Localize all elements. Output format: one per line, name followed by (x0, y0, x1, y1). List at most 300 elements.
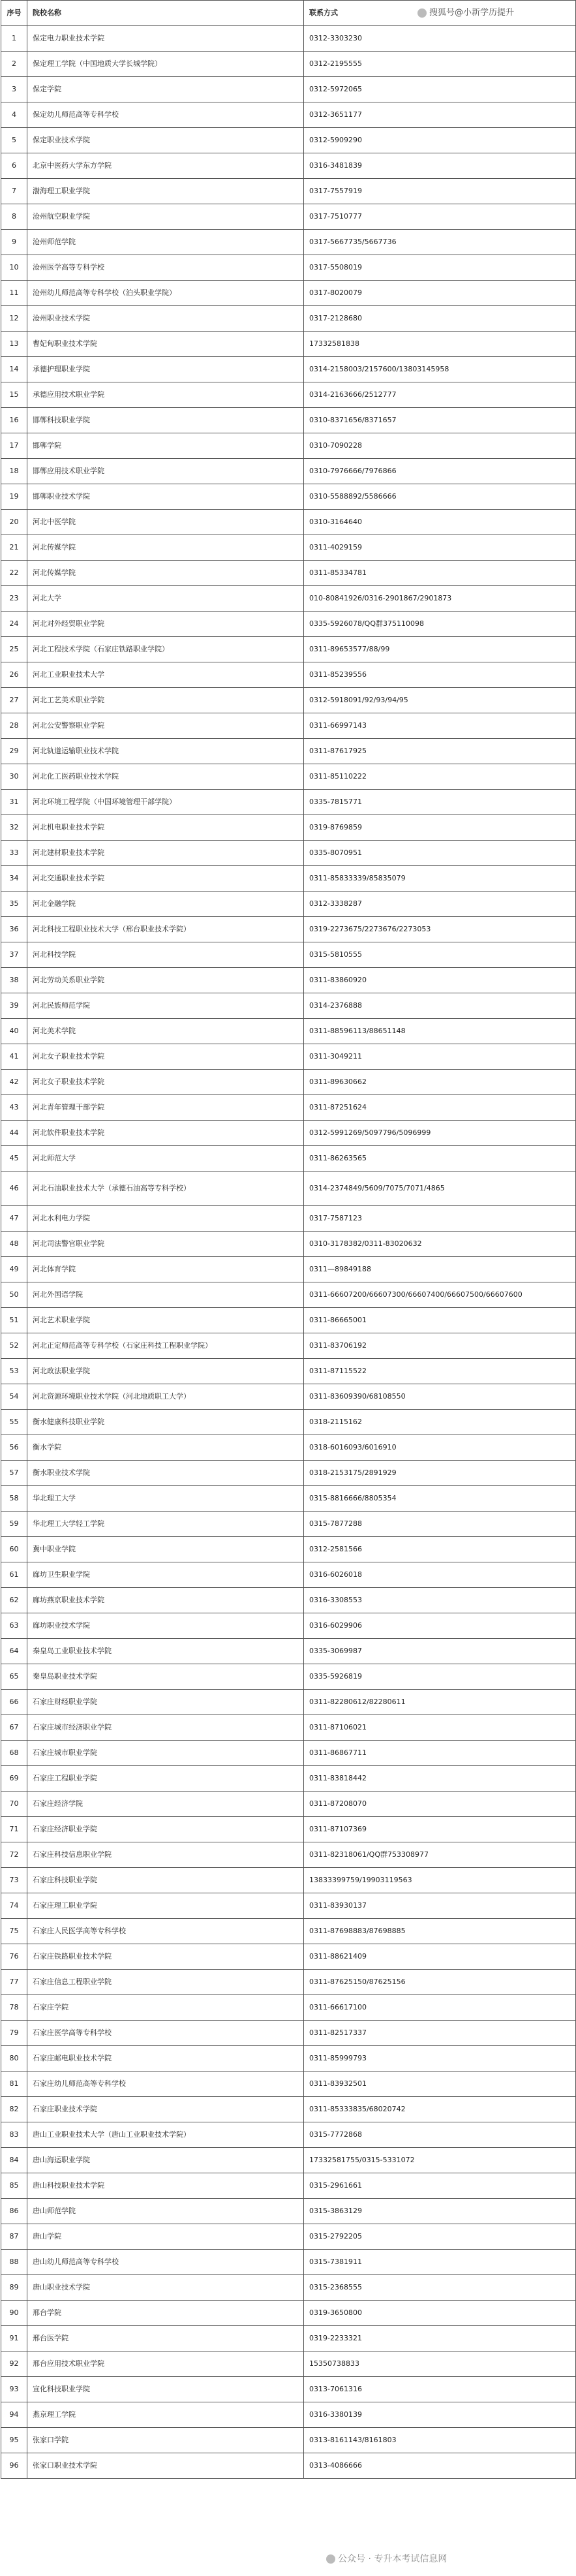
row-index: 49 (1, 1257, 27, 1282)
row-phone: 0316-6029906 (304, 1613, 576, 1639)
row-college-name: 张家口学院 (27, 2428, 304, 2453)
table-row (1, 535, 576, 561)
row-phone: 0311-89653577/88/99 (304, 637, 576, 662)
table-row (1, 688, 576, 713)
row-college-name: 承德应用技术职业学院 (27, 382, 304, 408)
table-row (1, 2402, 576, 2428)
row-phone: 0318-2153175/2891929 (304, 1461, 576, 1486)
row-index: 28 (1, 713, 27, 739)
row-phone: 0311-66607200/66607300/66607400/66607500/66607600 (304, 1282, 576, 1308)
row-index: 11 (1, 281, 27, 306)
table-row (1, 255, 576, 281)
row-phone: 0335-3069987 (304, 1639, 576, 1664)
row-phone: 0311-82318061/QQ群753308977 (304, 1842, 576, 1868)
watermark-top-text: 搜狐号@小新学历提升 (429, 8, 515, 18)
row-index: 82 (1, 2097, 27, 2122)
row-phone: 0315-5810555 (304, 942, 576, 968)
row-college-name: 河北女子职业技术学院 (27, 1044, 304, 1070)
row-phone: 0335-7815771 (304, 790, 576, 815)
row-phone: 0317-5667735/5667736 (304, 230, 576, 255)
row-index: 2 (1, 52, 27, 77)
row-index: 83 (1, 2122, 27, 2148)
row-phone: 0311-66617100 (304, 1995, 576, 2021)
table-row (1, 510, 576, 535)
table-row (1, 408, 576, 433)
row-college-name: 保定电力职业技术学院 (27, 26, 304, 52)
row-phone: 0311-87106021 (304, 1715, 576, 1741)
table-row (1, 1715, 576, 1741)
row-college-name: 石家庄幼儿师范高等专科学校 (27, 2072, 304, 2097)
header-phone: 联系方式 (304, 1, 576, 26)
row-college-name: 河北外国语学院 (27, 1282, 304, 1308)
table-row (1, 1690, 576, 1715)
row-phone: 0311-86867711 (304, 1741, 576, 1766)
table-row (1, 790, 576, 815)
table-row (1, 1461, 576, 1486)
row-college-name: 河北科技工程职业技术大学（邢台职业技术学院） (27, 917, 304, 942)
watermark-bottom (326, 2552, 447, 2565)
row-phone: 0311-3049211 (304, 1044, 576, 1070)
row-college-name: 邢台学院 (27, 2301, 304, 2326)
row-college-name: 保定职业技术学院 (27, 128, 304, 153)
table-row (1, 1410, 576, 1435)
row-phone: 0314-2158003/2157600/13803145958 (304, 357, 576, 382)
row-college-name: 廊坊卫生职业学院 (27, 1562, 304, 1588)
row-index: 23 (1, 586, 27, 612)
row-college-name: 河北青年管理干部学院 (27, 1095, 304, 1121)
row-phone: 0312-3303230 (304, 26, 576, 52)
row-college-name: 唐山工业职业技术大学（唐山工业职业技术学院） (27, 2122, 304, 2148)
table-row (1, 2428, 576, 2453)
row-index: 81 (1, 2072, 27, 2097)
row-college-name: 河北中医学院 (27, 510, 304, 535)
table-row (1, 841, 576, 866)
row-index: 6 (1, 153, 27, 179)
row-index: 74 (1, 1893, 27, 1919)
row-college-name: 河北工业职业技术大学 (27, 662, 304, 688)
row-phone: 0314-2163666/2512777 (304, 382, 576, 408)
table-row (1, 1893, 576, 1919)
row-college-name: 邯郸学院 (27, 433, 304, 459)
row-index: 21 (1, 535, 27, 561)
row-college-name: 石家庄理工职业学院 (27, 1893, 304, 1919)
row-college-name: 沧州师范学院 (27, 230, 304, 255)
table-row (1, 433, 576, 459)
row-index: 36 (1, 917, 27, 942)
row-index: 55 (1, 1410, 27, 1435)
table-row (1, 1172, 576, 1206)
row-phone: 0311-87698883/87698885 (304, 1919, 576, 1944)
row-index: 56 (1, 1435, 27, 1461)
row-phone: 0312-5972065 (304, 77, 576, 102)
row-phone: 0316-3380139 (304, 2402, 576, 2428)
row-index: 76 (1, 1944, 27, 1970)
row-index: 50 (1, 1282, 27, 1308)
row-phone: 15350738833 (304, 2351, 576, 2377)
table-row (1, 1741, 576, 1766)
table-row (1, 561, 576, 586)
row-college-name: 石家庄城市经济职业学院 (27, 1715, 304, 1741)
row-index: 84 (1, 2148, 27, 2173)
table-row (1, 230, 576, 255)
table-row (1, 153, 576, 179)
row-index: 61 (1, 1562, 27, 1588)
table-row (1, 1588, 576, 1613)
table-row (1, 1919, 576, 1944)
row-index: 40 (1, 1019, 27, 1044)
row-index: 85 (1, 2173, 27, 2199)
row-phone: 0311-85833339/85835079 (304, 866, 576, 892)
row-index: 22 (1, 561, 27, 586)
table-row (1, 2275, 576, 2301)
row-phone: 0335-8070951 (304, 841, 576, 866)
row-index: 41 (1, 1044, 27, 1070)
college-contact-table (1, 0, 576, 2479)
row-index: 94 (1, 2402, 27, 2428)
row-phone: 0311-85334781 (304, 561, 576, 586)
row-phone: 0315-8816666/8805354 (304, 1486, 576, 1512)
row-index: 93 (1, 2377, 27, 2402)
row-index: 46 (1, 1172, 27, 1206)
table-row (1, 1842, 576, 1868)
row-college-name: 河北环境工程学院（中国环境管理干部学院） (27, 790, 304, 815)
row-college-name: 石家庄经济职业学院 (27, 1817, 304, 1842)
table-row (1, 637, 576, 662)
table-row (1, 1435, 576, 1461)
row-college-name: 河北美术学院 (27, 1019, 304, 1044)
row-college-name: 宣化科技职业学院 (27, 2377, 304, 2402)
row-phone: 0315-7877288 (304, 1512, 576, 1537)
row-college-name: 华北理工大学 (27, 1486, 304, 1512)
row-phone: 17332581755/0315-5331072 (304, 2148, 576, 2173)
row-phone: 0318-2115162 (304, 1410, 576, 1435)
row-college-name: 石家庄经济学院 (27, 1792, 304, 1817)
row-index: 10 (1, 255, 27, 281)
row-college-name: 沧州职业技术学院 (27, 306, 304, 332)
row-phone: 0314-2374849/5609/7075/7071/4865 (304, 1172, 576, 1206)
row-index: 14 (1, 357, 27, 382)
row-college-name: 唐山职业技术学院 (27, 2275, 304, 2301)
table-row (1, 2072, 576, 2097)
row-index: 86 (1, 2199, 27, 2224)
table-row (1, 1486, 576, 1512)
row-index: 37 (1, 942, 27, 968)
row-phone: 0310-7090228 (304, 433, 576, 459)
row-phone: 0317-8020079 (304, 281, 576, 306)
row-college-name: 石家庄信息工程职业学院 (27, 1970, 304, 1995)
row-phone: 0311-82280612/82280611 (304, 1690, 576, 1715)
row-phone: 0314-2376888 (304, 993, 576, 1019)
table-row (1, 179, 576, 204)
table-row (1, 2301, 576, 2326)
row-index: 20 (1, 510, 27, 535)
table-row (1, 1868, 576, 1893)
row-phone: 0315-3863129 (304, 2199, 576, 2224)
row-phone: 0312-2581566 (304, 1537, 576, 1562)
watermark-bottom-text: 公众号 · 专升本考试信息网 (338, 2554, 447, 2564)
row-college-name: 河北资源环境职业技术学院（河北地质职工大学） (27, 1384, 304, 1410)
row-college-name: 河北金融学院 (27, 892, 304, 917)
table-row (1, 1232, 576, 1257)
row-college-name: 渤海理工职业学院 (27, 179, 304, 204)
row-index: 70 (1, 1792, 27, 1817)
row-index: 66 (1, 1690, 27, 1715)
row-phone: 0319-2233321 (304, 2326, 576, 2351)
table-row (1, 1613, 576, 1639)
row-phone: 0317-2128680 (304, 306, 576, 332)
row-college-name: 秦皇岛职业技术学院 (27, 1664, 304, 1690)
row-college-name: 唐山幼儿师范高等专科学校 (27, 2250, 304, 2275)
row-college-name: 唐山师范学院 (27, 2199, 304, 2224)
row-phone: 0311-66997143 (304, 713, 576, 739)
row-college-name: 河北软件职业技术学院 (27, 1121, 304, 1146)
row-phone: 0311-83932501 (304, 2072, 576, 2097)
table-row (1, 2122, 576, 2148)
row-college-name: 衡水健康科技职业学院 (27, 1410, 304, 1435)
row-index: 18 (1, 459, 27, 484)
row-college-name: 沧州幼儿师范高等专科学校（泊头职业学院） (27, 281, 304, 306)
row-phone: 0319-8769859 (304, 815, 576, 841)
row-index: 53 (1, 1359, 27, 1384)
table-row (1, 1019, 576, 1044)
row-college-name: 河北工艺美术职业学院 (27, 688, 304, 713)
table-row (1, 2250, 576, 2275)
table-row (1, 1384, 576, 1410)
row-college-name: 曹妃甸职业技术学院 (27, 332, 304, 357)
table-row (1, 1359, 576, 1384)
row-college-name: 河北科技学院 (27, 942, 304, 968)
row-index: 54 (1, 1384, 27, 1410)
row-college-name: 唐山学院 (27, 2224, 304, 2250)
row-phone: 0315-2368555 (304, 2275, 576, 2301)
row-index: 3 (1, 77, 27, 102)
table-row (1, 1070, 576, 1095)
row-index: 87 (1, 2224, 27, 2250)
row-index: 47 (1, 1206, 27, 1232)
table-row (1, 1944, 576, 1970)
row-college-name: 河北轨道运输职业技术学院 (27, 739, 304, 764)
row-phone: 0313-7061316 (304, 2377, 576, 2402)
row-college-name: 邢台医学院 (27, 2326, 304, 2351)
table-row (1, 815, 576, 841)
row-college-name: 廊坊燕京职业技术学院 (27, 1588, 304, 1613)
row-college-name: 河北对外经贸职业学院 (27, 612, 304, 637)
row-index: 95 (1, 2428, 27, 2453)
row-phone: 0311-87617925 (304, 739, 576, 764)
table-row (1, 357, 576, 382)
row-index: 5 (1, 128, 27, 153)
row-college-name: 石家庄科技信息职业学院 (27, 1842, 304, 1868)
row-phone: 0335-5926819 (304, 1664, 576, 1690)
row-phone: 0317-5508019 (304, 255, 576, 281)
row-phone: 0311-83860920 (304, 968, 576, 993)
row-college-name: 华北理工大学轻工学院 (27, 1512, 304, 1537)
row-phone: 0315-7772868 (304, 2122, 576, 2148)
table-row (1, 204, 576, 230)
row-college-name: 唐山海运职业学院 (27, 2148, 304, 2173)
header-index: 序号 (1, 1, 27, 26)
row-index: 42 (1, 1070, 27, 1095)
row-phone: 13833399759/19903119563 (304, 1868, 576, 1893)
row-index: 26 (1, 662, 27, 688)
row-index: 73 (1, 1868, 27, 1893)
table-row (1, 2097, 576, 2122)
row-index: 89 (1, 2275, 27, 2301)
row-phone: 0316-3308553 (304, 1588, 576, 1613)
row-index: 16 (1, 408, 27, 433)
row-college-name: 张家口职业技术学院 (27, 2453, 304, 2479)
row-phone: 0311-86263565 (304, 1146, 576, 1172)
row-college-name: 邯郸科技职业学院 (27, 408, 304, 433)
row-phone: 0311-88596113/88651148 (304, 1019, 576, 1044)
wechat-icon (326, 2554, 335, 2564)
row-index: 64 (1, 1639, 27, 1664)
row-college-name: 石家庄铁路职业技术学院 (27, 1944, 304, 1970)
table-row (1, 2377, 576, 2402)
row-phone: 0310-3178382/0311-83020632 (304, 1232, 576, 1257)
row-phone: 0311-85110222 (304, 764, 576, 790)
row-college-name: 河北传媒学院 (27, 561, 304, 586)
row-index: 7 (1, 179, 27, 204)
table-row (1, 2224, 576, 2250)
row-index: 33 (1, 841, 27, 866)
row-phone: 0317-7510777 (304, 204, 576, 230)
row-phone: 0319-2273675/2273676/2273053 (304, 917, 576, 942)
table-row (1, 1817, 576, 1842)
row-phone: 0310-5588892/5586666 (304, 484, 576, 510)
row-college-name: 石家庄医学高等专科学校 (27, 2021, 304, 2046)
row-phone: 0317-7557919 (304, 179, 576, 204)
row-phone: 0311-87115522 (304, 1359, 576, 1384)
row-college-name: 石家庄城市职业学院 (27, 1741, 304, 1766)
row-index: 44 (1, 1121, 27, 1146)
table-row (1, 1095, 576, 1121)
row-college-name: 河北劳动关系职业学院 (27, 968, 304, 993)
table-row (1, 52, 576, 77)
row-index: 88 (1, 2250, 27, 2275)
row-college-name: 石家庄科技职业学院 (27, 1868, 304, 1893)
row-phone: 0310-7976666/7976866 (304, 459, 576, 484)
row-index: 69 (1, 1766, 27, 1792)
table-row (1, 1512, 576, 1537)
row-college-name: 河北机电职业技术学院 (27, 815, 304, 841)
row-index: 72 (1, 1842, 27, 1868)
row-college-name: 保定幼儿师范高等专科学校 (27, 102, 304, 128)
row-index: 19 (1, 484, 27, 510)
row-college-name: 衡水职业技术学院 (27, 1461, 304, 1486)
row-index: 77 (1, 1970, 27, 1995)
table-row (1, 332, 576, 357)
sohu-logo-icon (417, 8, 427, 18)
row-college-name: 石家庄学院 (27, 1995, 304, 2021)
table-row (1, 866, 576, 892)
row-index: 24 (1, 612, 27, 637)
row-phone: 0310-8371656/8371657 (304, 408, 576, 433)
row-index: 60 (1, 1537, 27, 1562)
table-row (1, 1792, 576, 1817)
row-college-name: 河北水利电力学院 (27, 1206, 304, 1232)
table-row (1, 128, 576, 153)
row-college-name: 河北工程技术学院（石家庄铁路职业学院） (27, 637, 304, 662)
row-college-name: 河北建材职业技术学院 (27, 841, 304, 866)
row-index: 63 (1, 1613, 27, 1639)
row-index: 32 (1, 815, 27, 841)
row-college-name: 河北体育学院 (27, 1257, 304, 1282)
row-index: 75 (1, 1919, 27, 1944)
table-row (1, 2199, 576, 2224)
table-row (1, 2173, 576, 2199)
row-college-name: 唐山科技职业技术学院 (27, 2173, 304, 2199)
row-index: 68 (1, 1741, 27, 1766)
row-index: 8 (1, 204, 27, 230)
row-college-name: 石家庄工程职业学院 (27, 1766, 304, 1792)
table-row (1, 1639, 576, 1664)
table-row (1, 1044, 576, 1070)
row-phone: 0315-2792205 (304, 2224, 576, 2250)
row-index: 51 (1, 1308, 27, 1333)
table-row (1, 2148, 576, 2173)
row-index: 92 (1, 2351, 27, 2377)
table-row (1, 2453, 576, 2479)
row-phone: 0311-4029159 (304, 535, 576, 561)
row-phone: 0313-4086666 (304, 2453, 576, 2479)
row-index: 30 (1, 764, 27, 790)
header-name: 院校名称 (27, 1, 304, 26)
table-row (1, 2046, 576, 2072)
watermark-top (417, 5, 514, 18)
table-row (1, 892, 576, 917)
row-phone: 0319-3650800 (304, 2301, 576, 2326)
row-phone: 0312-3651177 (304, 102, 576, 128)
table-row (1, 612, 576, 637)
row-index: 39 (1, 993, 27, 1019)
table-row (1, 1121, 576, 1146)
row-phone: 17332581838 (304, 332, 576, 357)
table-row (1, 1766, 576, 1792)
row-phone: 0311-87107369 (304, 1817, 576, 1842)
row-index: 15 (1, 382, 27, 408)
row-college-name: 河北传媒学院 (27, 535, 304, 561)
row-college-name: 保定学院 (27, 77, 304, 102)
row-college-name: 衡水学院 (27, 1435, 304, 1461)
row-college-name: 河北石油职业技术大学（承德石油高等专科学校） (27, 1172, 304, 1206)
row-college-name: 沧州航空职业学院 (27, 204, 304, 230)
row-index: 71 (1, 1817, 27, 1842)
table-row (1, 1282, 576, 1308)
row-index: 34 (1, 866, 27, 892)
table-row (1, 1562, 576, 1588)
row-index: 12 (1, 306, 27, 332)
table-row (1, 942, 576, 968)
row-index: 1 (1, 26, 27, 52)
row-phone: 0311—89849188 (304, 1257, 576, 1282)
row-college-name: 河北公安警察职业学院 (27, 713, 304, 739)
row-index: 67 (1, 1715, 27, 1741)
table-row (1, 1146, 576, 1172)
row-college-name: 河北大学 (27, 586, 304, 612)
row-college-name: 廊坊职业技术学院 (27, 1613, 304, 1639)
row-college-name: 河北政法职业学院 (27, 1359, 304, 1384)
row-index: 79 (1, 2021, 27, 2046)
table-row (1, 1664, 576, 1690)
row-index: 59 (1, 1512, 27, 1537)
row-index: 48 (1, 1232, 27, 1257)
row-index: 4 (1, 102, 27, 128)
row-index: 96 (1, 2453, 27, 2479)
row-index: 90 (1, 2301, 27, 2326)
table-row (1, 993, 576, 1019)
row-index: 57 (1, 1461, 27, 1486)
